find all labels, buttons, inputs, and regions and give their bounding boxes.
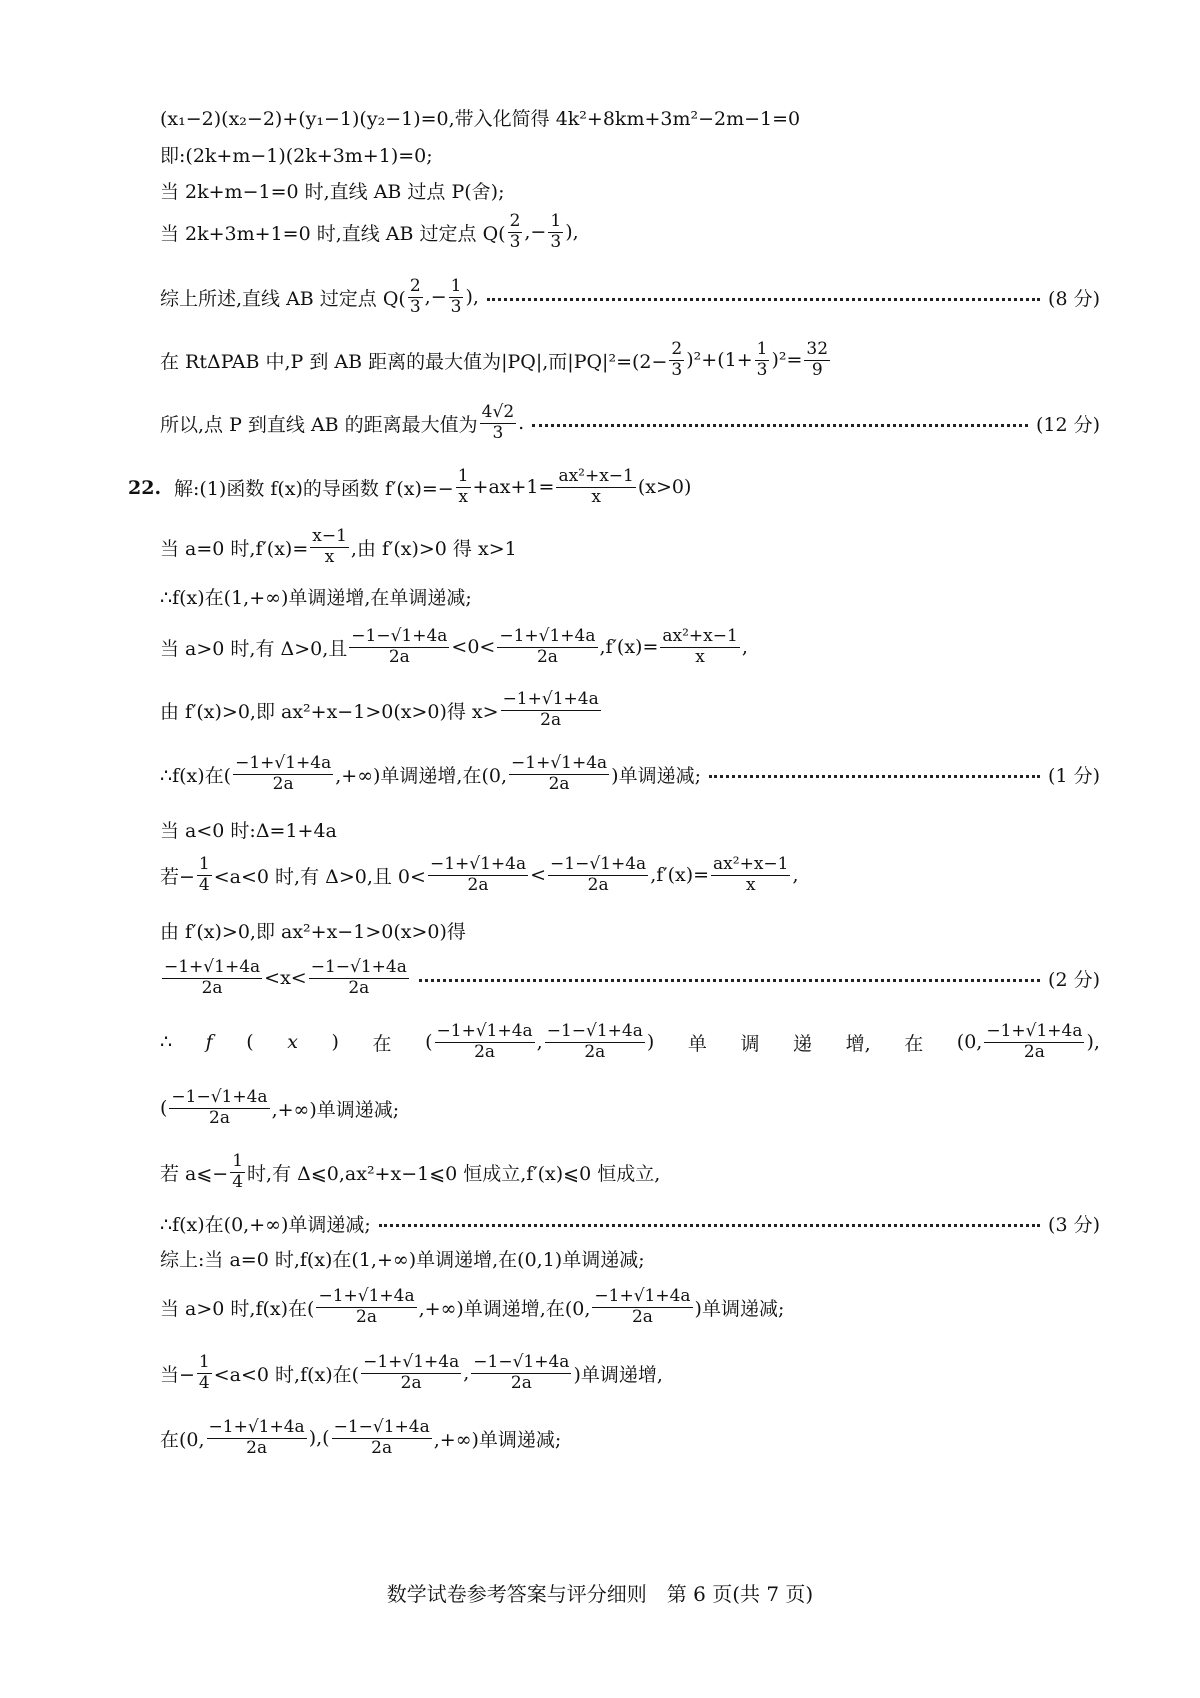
- score-label: (8 分): [1048, 287, 1100, 310]
- interval: [957, 1022, 1100, 1062]
- fraction: [804, 340, 830, 380]
- fraction: [197, 1353, 212, 1393]
- denominator: x: [745, 874, 756, 895]
- fraction: [548, 855, 648, 895]
- denominator: 2a: [540, 709, 562, 730]
- denominator: 2a: [474, 1041, 496, 1062]
- numerator: ax²+x−1: [713, 854, 789, 874]
- numerator: 1: [550, 211, 562, 231]
- text: ),: [565, 221, 579, 244]
- numerator: −1−√1+4a: [310, 957, 407, 977]
- denominator: 2a: [467, 874, 489, 895]
- text: 即:(2k+m−1)(2k+3m+1)=0;: [160, 145, 433, 167]
- numerator: −1−√1+4a: [351, 626, 448, 646]
- text: 当−: [160, 1363, 195, 1386]
- denominator: 2a: [209, 1107, 230, 1128]
- line-5: [160, 277, 1100, 317]
- line-22: [160, 1245, 1040, 1272]
- denominator: 3: [509, 231, 521, 252]
- text: ,+∞)单调递增,在(0,: [335, 764, 508, 787]
- text: ,由 f′(x)>0 得 x>1: [350, 537, 517, 560]
- denominator: 2a: [388, 646, 410, 667]
- denominator: 2a: [510, 1372, 532, 1393]
- text: 增,: [845, 1032, 871, 1055]
- fraction: [660, 627, 739, 667]
- text: 综上所述,直线 AB 过定点 Q(: [160, 287, 406, 310]
- fraction: [501, 690, 601, 730]
- fraction: [480, 403, 516, 443]
- dot-leader: [379, 1224, 1040, 1227]
- text: 在: [372, 1032, 392, 1055]
- denominator: 2a: [348, 977, 370, 998]
- fraction: [755, 340, 770, 380]
- denominator: 2a: [1023, 1041, 1045, 1062]
- fraction: [449, 277, 464, 317]
- text: 时,有 Δ⩽0,ax²+x−1⩽0 恒成立,f′(x)⩽0 恒成立,: [247, 1162, 661, 1185]
- line-4: [160, 212, 1040, 252]
- numerator: −1+√1+4a: [235, 753, 332, 773]
- numerator: 1: [198, 854, 210, 874]
- text: )²+(1+: [686, 349, 753, 372]
- numerator: 2: [509, 211, 521, 231]
- text: (: [246, 1031, 254, 1054]
- text: ,: [741, 636, 748, 659]
- numerator: 32: [806, 339, 829, 359]
- line-13: [160, 754, 1100, 794]
- text: ),: [1086, 1031, 1100, 1054]
- text: +ax+1=: [472, 476, 555, 499]
- text: ): [331, 1031, 339, 1054]
- text: 由 f′(x)>0,即 ax²+x−1>0(x>0)得: [160, 921, 466, 943]
- fraction: [592, 1287, 692, 1327]
- text: 若−: [160, 865, 195, 888]
- text: 在(0,: [160, 1428, 205, 1451]
- text: ): [646, 1031, 655, 1054]
- denominator: 9: [811, 359, 823, 380]
- fraction: [309, 958, 409, 998]
- text: ,f′(x)=: [599, 636, 659, 659]
- justified-row: [160, 1022, 1100, 1062]
- numerator: −1+√1+4a: [164, 957, 261, 977]
- fraction: [548, 212, 563, 252]
- text: (: [425, 1031, 433, 1054]
- text: 当 2k+m−1=0 时,直线 AB 过点 P(舍);: [160, 181, 505, 203]
- denominator: 3: [756, 359, 768, 380]
- text: )²=: [771, 349, 803, 372]
- numerator: −1+√1+4a: [511, 753, 608, 773]
- line-25: [160, 1418, 1040, 1458]
- text: )单调递减;: [611, 764, 701, 787]
- numerator: −1−√1+4a: [333, 1417, 430, 1437]
- fraction: [408, 277, 423, 317]
- numerator: 1: [756, 339, 768, 359]
- numerator: −1+√1+4a: [318, 1286, 415, 1306]
- denominator: 2a: [587, 874, 609, 895]
- line-11: [160, 627, 1040, 667]
- denominator: 2a: [246, 1437, 268, 1458]
- text: ∴: [160, 1031, 173, 1054]
- numerator: −1+√1+4a: [429, 854, 527, 874]
- line-20: [160, 1152, 1040, 1192]
- text: 当 2k+3m+1=0 时,直线 AB 过定点 Q(: [160, 222, 506, 245]
- text: 调: [740, 1032, 760, 1055]
- text: .: [518, 412, 525, 435]
- text: ,−: [424, 286, 447, 309]
- text: ∴f(x)在(: [160, 764, 232, 787]
- numerator: ax²+x−1: [662, 626, 738, 646]
- denominator: 2a: [371, 1437, 393, 1458]
- line-3: [160, 177, 1040, 204]
- numerator: x−1: [312, 526, 347, 546]
- line-10: [160, 583, 1040, 610]
- text: (: [160, 1097, 168, 1120]
- line-8: [174, 467, 1054, 507]
- denominator: 2a: [356, 1306, 377, 1327]
- text: 在: [904, 1032, 924, 1055]
- score-label: (1 分): [1048, 764, 1100, 787]
- text: 当 a>0 时,f(x)在(: [160, 1297, 315, 1320]
- text: 由 f′(x)>0,即 ax²+x−1>0(x>0)得 x>: [160, 700, 499, 723]
- fraction: [349, 627, 449, 667]
- numerator: −1−√1+4a: [473, 1352, 570, 1372]
- line-24: [160, 1353, 1040, 1393]
- denominator: 2a: [272, 773, 294, 794]
- denominator: 2a: [201, 977, 223, 998]
- line-12: [160, 690, 1040, 730]
- dot-leader: [532, 424, 1028, 427]
- numerator: −1+√1+4a: [208, 1417, 305, 1437]
- line-7: [160, 403, 1100, 443]
- text: <: [530, 864, 547, 887]
- line-19: [160, 1088, 1040, 1128]
- numerator: ax²+x−1: [558, 466, 634, 486]
- text: ,: [463, 1362, 470, 1385]
- denominator: x: [695, 646, 705, 667]
- fraction: [169, 1088, 269, 1128]
- score-label: (3 分): [1048, 1214, 1100, 1236]
- text: ,: [792, 864, 799, 887]
- denominator: 2a: [548, 773, 570, 794]
- score-label: (12 分): [1035, 413, 1100, 436]
- denominator: 3: [671, 359, 683, 380]
- text: <x<: [264, 967, 307, 990]
- line-21: [160, 1210, 1100, 1237]
- denominator: 2a: [631, 1306, 653, 1327]
- dot-leader: [709, 775, 1040, 778]
- numerator: −1+√1+4a: [502, 689, 599, 709]
- numerator: 2: [409, 276, 421, 296]
- fraction: [508, 212, 523, 252]
- denominator: x: [458, 486, 468, 507]
- line-9: [160, 527, 1040, 567]
- numerator: 2: [671, 339, 683, 359]
- fraction: [361, 1353, 461, 1393]
- numerator: −1+√1+4a: [986, 1021, 1083, 1041]
- text: 综上:当 a=0 时,f(x)在(1,+∞)单调递增,在(0,1)单调递减;: [160, 1249, 645, 1271]
- line-23: [160, 1287, 1040, 1327]
- fraction: [310, 527, 349, 567]
- numerator: −1−√1+4a: [546, 1021, 643, 1041]
- dot-leader: [487, 298, 1040, 301]
- text: ),: [465, 286, 479, 309]
- text: <0<: [451, 636, 496, 659]
- text: ),(: [308, 1427, 330, 1450]
- text: (0,: [956, 1031, 983, 1054]
- text: <a<0 时,有 Δ>0,且 0<: [213, 865, 426, 888]
- numerator: −1+√1+4a: [499, 626, 596, 646]
- fraction: [230, 1152, 245, 1192]
- question-number: 22.: [128, 477, 162, 499]
- line-6: [160, 340, 1040, 380]
- denominator: 3: [492, 422, 504, 443]
- line-15: [160, 855, 1040, 895]
- text: 在 RtΔPAB 中,P 到 AB 距离的最大值为|PQ|,而|PQ|²=(2−: [160, 350, 668, 373]
- text: 单: [687, 1032, 707, 1055]
- text: ∴f(x)在(0,+∞)单调递减;: [160, 1214, 371, 1236]
- dot-leader: [419, 979, 1040, 982]
- fraction: [435, 1022, 535, 1062]
- numerator: 1: [457, 466, 469, 486]
- numerator: −1+√1+4a: [594, 1286, 691, 1306]
- fraction: [497, 627, 597, 667]
- fraction: [545, 1022, 645, 1062]
- text: ,−: [524, 221, 547, 244]
- line-14: [160, 816, 1040, 843]
- text: 递: [793, 1032, 813, 1055]
- text: 当 a>0 时,有 Δ>0,且: [160, 637, 348, 660]
- denominator: 4: [198, 1372, 210, 1393]
- fraction: [428, 855, 528, 895]
- text: 所以,点 P 到直线 AB 的距离最大值为: [160, 413, 478, 436]
- denominator: 4: [232, 1171, 244, 1192]
- text: <a<0 时,f(x)在(: [213, 1363, 360, 1386]
- numerator: −1−√1+4a: [171, 1087, 268, 1107]
- fraction: [509, 754, 609, 794]
- line-16: [160, 917, 1040, 944]
- fraction: [197, 855, 212, 895]
- denominator: x: [324, 546, 335, 567]
- line-18: [160, 1022, 1100, 1062]
- interval: [425, 1022, 654, 1062]
- text: 解:(1)函数 f(x)的导函数 f′(x)=−: [174, 477, 454, 500]
- text: ∴f(x)在(1,+∞)单调递增,在单调递减;: [160, 587, 472, 609]
- numerator: 1: [450, 276, 462, 296]
- numerator: −1−√1+4a: [550, 854, 647, 874]
- text: 当 a<0 时:Δ=1+4a: [160, 820, 337, 842]
- page-footer: 数学试卷参考答案与评分细则 第 6 页(共 7 页): [386, 1582, 814, 1606]
- fraction: [207, 1418, 307, 1458]
- text: x: [287, 1031, 298, 1054]
- denominator: 4: [198, 874, 210, 895]
- denominator: 2a: [400, 1372, 422, 1393]
- denominator: 3: [450, 296, 462, 317]
- denominator: 3: [409, 296, 421, 317]
- text: ,+∞)单调递减;: [271, 1098, 400, 1121]
- denominator: x: [591, 486, 601, 507]
- denominator: 3: [550, 231, 562, 252]
- fraction: [162, 958, 262, 998]
- text: ,f′(x)=: [650, 864, 710, 887]
- line-1: [160, 104, 1040, 131]
- denominator: 2a: [584, 1041, 606, 1062]
- fraction: [332, 1418, 432, 1458]
- text: 若 a⩽−: [160, 1162, 229, 1185]
- text: ,+∞)单调递减;: [433, 1428, 562, 1451]
- text: 当 a=0 时,f′(x)=: [160, 537, 309, 560]
- line-17: [160, 958, 1100, 998]
- fraction: [984, 1022, 1084, 1062]
- text: )单调递增,: [573, 1363, 663, 1386]
- fraction: [669, 340, 684, 380]
- text: )单调递减;: [694, 1297, 785, 1320]
- fraction: [233, 754, 333, 794]
- text: ,+∞)单调递增,在(0,: [418, 1297, 591, 1320]
- text: (x₁−2)(x₂−2)+(y₁−1)(y₂−1)=0,带入化简得 4k²+8km+3m²−2m−1=0: [160, 108, 801, 130]
- fraction: [556, 467, 635, 507]
- text: f: [205, 1031, 213, 1054]
- numerator: 1: [232, 1151, 244, 1171]
- score-label: (2 分): [1048, 968, 1100, 991]
- numerator: 4√2: [481, 402, 515, 422]
- numerator: −1+√1+4a: [363, 1352, 460, 1372]
- fraction: [471, 1353, 571, 1393]
- text: (x>0): [637, 476, 692, 499]
- text: ,: [536, 1031, 543, 1054]
- line-2: [160, 141, 1040, 168]
- numerator: −1+√1+4a: [436, 1021, 533, 1041]
- fraction: [456, 467, 471, 507]
- fraction: [711, 855, 790, 895]
- numerator: 1: [198, 1352, 210, 1372]
- denominator: 2a: [536, 646, 558, 667]
- fraction: [316, 1287, 416, 1327]
